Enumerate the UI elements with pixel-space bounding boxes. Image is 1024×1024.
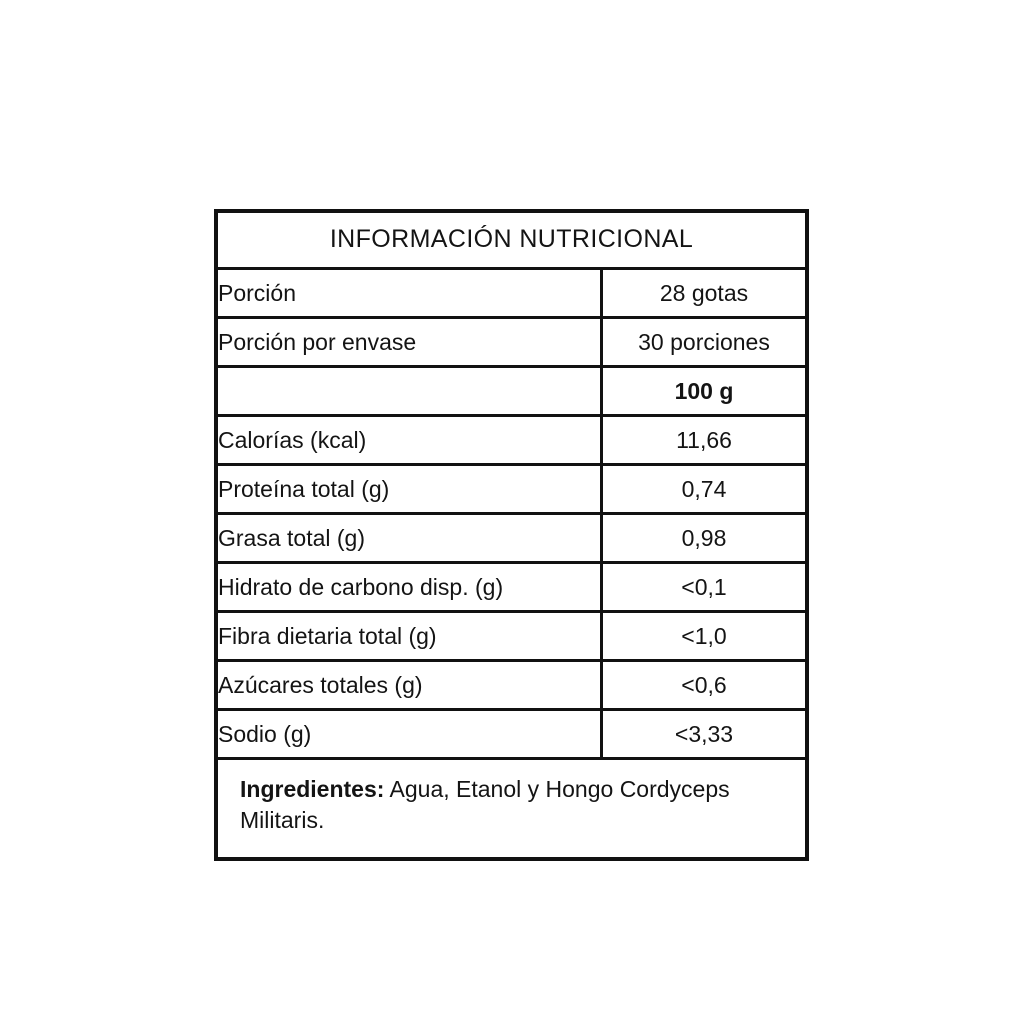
servings-per-container-value: 30 porciones bbox=[602, 318, 806, 367]
nutrient-label-fiber: Fibra dietaria total (g) bbox=[218, 612, 602, 661]
basis-empty-label bbox=[218, 367, 602, 416]
panel-title: INFORMACIÓN NUTRICIONAL bbox=[218, 213, 805, 270]
table-row bbox=[218, 514, 805, 563]
nutrient-value-protein: 0,74 bbox=[602, 465, 806, 514]
serving-size-label: Porción bbox=[218, 270, 602, 318]
nutrient-label-sodium: Sodio (g) bbox=[218, 710, 602, 758]
nutrient-value-fiber: <1,0 bbox=[602, 612, 806, 661]
basis-amount-value: 100 g bbox=[602, 367, 806, 416]
nutrient-label-sugars: Azúcares totales (g) bbox=[218, 661, 602, 710]
nutrient-value-sodium: <3,33 bbox=[674, 720, 734, 747]
table-row bbox=[218, 465, 805, 514]
nutrient-label-protein: Proteína total (g) bbox=[218, 465, 602, 514]
nutrient-label-carbohydrates: Hidrato de carbono disp. (g) bbox=[218, 563, 602, 612]
serving-size-value: 28 gotas bbox=[602, 270, 806, 318]
ingredients-section bbox=[218, 757, 805, 857]
nutrient-value-total-fat: 0,98 bbox=[602, 514, 806, 563]
table-row bbox=[218, 416, 805, 465]
table-row bbox=[218, 661, 805, 710]
ingredients-heading: Ingredientes: bbox=[240, 776, 385, 802]
table-row bbox=[218, 367, 805, 416]
nutrient-label-calories: Calorías (kcal) bbox=[218, 416, 602, 465]
servings-per-container-label: Porción por envase bbox=[218, 318, 602, 367]
nutrition-table bbox=[218, 270, 805, 757]
ingredients-text: Agua, Etanol y Hongo Cordyceps Militaris. bbox=[240, 776, 730, 834]
nutrient-value-calories: 11,66 bbox=[602, 416, 806, 465]
nutrition-facts-panel bbox=[214, 209, 809, 861]
nutrient-label-total-fat: Grasa total (g) bbox=[218, 514, 602, 563]
table-row bbox=[218, 270, 805, 318]
table-row bbox=[218, 563, 805, 612]
nutrient-value-sugars: <0,6 bbox=[602, 661, 806, 710]
table-row bbox=[218, 318, 805, 367]
table-row bbox=[218, 710, 805, 758]
nutrient-value-carbohydrates: <0,1 bbox=[602, 563, 806, 612]
table-row bbox=[218, 612, 805, 661]
